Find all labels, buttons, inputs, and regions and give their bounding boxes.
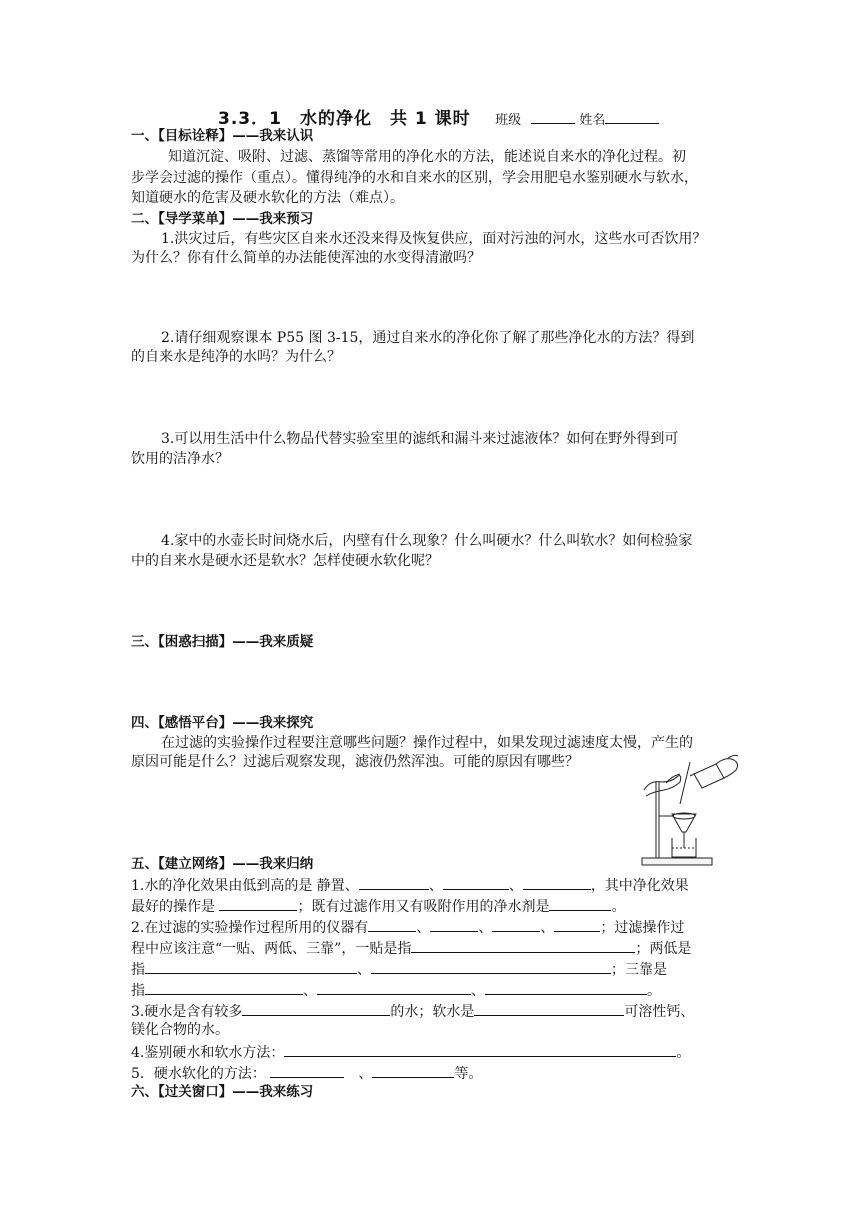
question-4: 中的自来水是硬水还是软水？怎样使硬水软化呢？ bbox=[131, 553, 439, 569]
section-6-heading: 六、【过关窗口】——我来练习 bbox=[131, 1084, 314, 1100]
blank-field[interactable] bbox=[242, 1001, 390, 1016]
question-3: 饮用的洁净水？ bbox=[131, 451, 229, 467]
summary-item-3: 镁化合物的水。 bbox=[131, 1022, 229, 1038]
blank-field[interactable] bbox=[145, 980, 303, 995]
blank-field[interactable] bbox=[430, 917, 478, 932]
section-4-text-line: 在过滤的实验操作过程要注意哪些问题？操作过程中，如果发现过滤速度太慢，产生的 bbox=[161, 735, 693, 751]
summary-item-2: 2.在过滤的实验操作过程所用的仪器有 、 、 、 ；过滤操作过 bbox=[131, 917, 684, 937]
section-4-text-line: 原因可能是什么？过滤后观察发现，滤液仍然浑浊。可能的原因有哪些？ bbox=[131, 754, 579, 770]
question-1: 1.洪灾过后，有些灾区自来水还没来得及恢复供应，面对污浊的河水，这些水可否饮用？ bbox=[161, 231, 707, 247]
lesson-title: 3.3．1 水的净化 共 1 课时 bbox=[218, 109, 471, 129]
question-2: 2.请仔细观察课本 P55 图 3-15，通过自来水的净化你了解了那些净化水的方法？得到 bbox=[161, 330, 695, 346]
question-3: 3.可以用生活中什么物品代替实验室里的滤纸和漏斗来过滤液体？如何在野外得到可 bbox=[161, 431, 679, 447]
blank-field[interactable] bbox=[371, 959, 611, 974]
blank-field[interactable] bbox=[284, 1042, 676, 1057]
summary-item-4: 4.鉴别硬水和软水方法： 。 bbox=[131, 1042, 690, 1062]
blank-field[interactable] bbox=[492, 917, 540, 932]
blank-field[interactable] bbox=[523, 875, 591, 890]
question-4: 4.家中的水壶长时间烧水后，内壁有什么现象？什么叫硬水？什么叫软水？如何检验家 bbox=[161, 533, 693, 549]
blank-field[interactable] bbox=[359, 875, 429, 890]
section-1-text-line: 知道硬水的危害及硬水软化的方法（难点）。 bbox=[131, 190, 404, 206]
summary-item-5: 5．硬水软化的方法： 、 等。 bbox=[131, 1063, 482, 1083]
blank-field[interactable] bbox=[219, 896, 297, 911]
section-1-text-line: 知道沉淀、吸附、过滤、蒸馏等常用的净化水的方法，能述说自来水的净化过程。初 bbox=[168, 149, 686, 165]
section-1-text-line: 步学会过滤的操作（重点）。懂得纯净的水和自来水的区别，学会用肥皂水鉴别硬水与软水， bbox=[131, 170, 698, 186]
section-1-heading: 一、【目标诠释】——我来认识 bbox=[131, 128, 314, 144]
summary-item-3: 3.硬水是含有较多 的水；软水是 可溶性钙、 bbox=[131, 1001, 694, 1021]
blank-field[interactable] bbox=[317, 980, 471, 995]
blank-field[interactable] bbox=[549, 896, 611, 911]
blank-field[interactable] bbox=[411, 938, 635, 953]
section-3-heading: 三、【困惑扫描】——我来质疑 bbox=[131, 634, 314, 650]
summary-item-2: 程中应该注意“一贴、两低、三靠”，一贴是指 ；两低是 bbox=[131, 938, 691, 958]
blank-field[interactable] bbox=[368, 917, 416, 932]
summary-item-2: 指 、 、 。 bbox=[131, 980, 661, 1000]
filtration-apparatus-illustration bbox=[636, 752, 742, 870]
blank-field[interactable] bbox=[485, 980, 647, 995]
class-field[interactable] bbox=[531, 109, 575, 124]
section-2-heading: 二、【导学菜单】——我来预习 bbox=[131, 211, 314, 227]
summary-item-1: 最好的操作是 ；既有过滤作用又有吸附作用的净水剂是 。 bbox=[131, 896, 625, 916]
name-field[interactable] bbox=[605, 109, 659, 124]
class-label: 班级 bbox=[495, 113, 522, 128]
summary-item-2: 指 、 ；三靠是 bbox=[131, 959, 667, 979]
blank-field[interactable] bbox=[474, 1001, 624, 1016]
page-title bbox=[218, 104, 659, 129]
question-2: 的自来水是纯净的水吗？为什么？ bbox=[131, 349, 341, 365]
name-label: 姓名 bbox=[579, 113, 606, 128]
section-5-heading: 五、【建立网络】——我来归纳 bbox=[131, 856, 314, 872]
blank-field[interactable] bbox=[145, 959, 357, 974]
question-1: 为什么？你有什么简单的办法能使浑浊的水变得清澈吗？ bbox=[131, 250, 481, 266]
blank-field[interactable] bbox=[372, 1063, 454, 1078]
blank-field[interactable] bbox=[443, 875, 509, 890]
blank-field[interactable] bbox=[270, 1063, 344, 1078]
section-4-heading: 四、【感悟平台】——我来探究 bbox=[131, 715, 314, 731]
summary-item-1: 1.水的净化效果由低到高的是 静置、 、 、 ，其中净化效果 bbox=[131, 875, 689, 895]
blank-field[interactable] bbox=[554, 917, 600, 932]
